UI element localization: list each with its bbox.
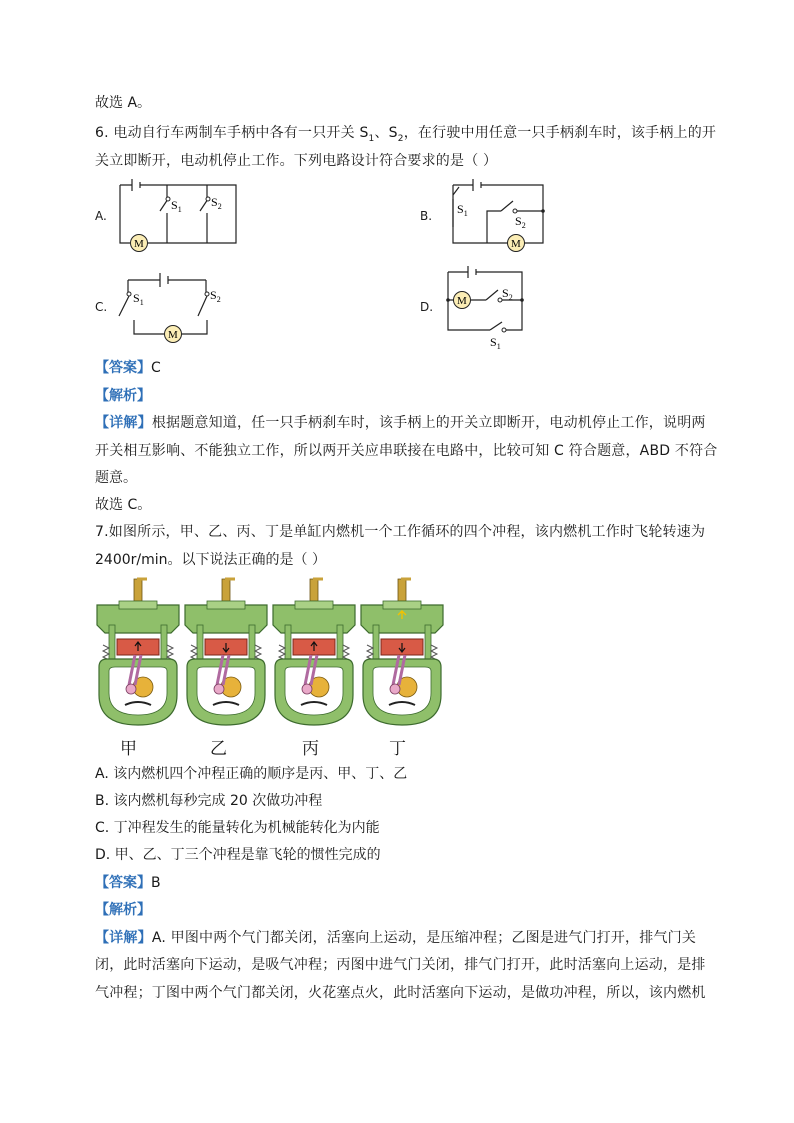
switch-label-s2: $S_2$ bbox=[211, 195, 222, 211]
switch-label-s1: $S_1$ bbox=[133, 291, 144, 307]
motor-label: M bbox=[511, 238, 521, 250]
q6-option-a-label: A. bbox=[95, 209, 107, 223]
circuit-diagram-c bbox=[110, 268, 230, 348]
stroke-label-bing: 丙 bbox=[302, 739, 319, 759]
q6-detail-line-3: 题意。 bbox=[95, 470, 137, 486]
switch-label-s2: $S_2$ bbox=[515, 214, 526, 230]
stroke-label-jia: 甲 bbox=[120, 739, 137, 759]
detail-tag: 【详解】 bbox=[95, 415, 152, 431]
switch-label-s1: $S_1$ bbox=[171, 198, 182, 214]
q7-detail-line-2: 闭，此时活塞向下运动，是吸气冲程；丙图中进气门关闭，排气门打开，此时活塞向上运动，是排 bbox=[95, 957, 706, 973]
detail-tag: 【详解】 bbox=[95, 930, 152, 946]
q6-option-d-label: D. bbox=[420, 300, 434, 314]
switch-label-s1: $S_1$ bbox=[490, 335, 501, 351]
q6-answer bbox=[95, 358, 161, 378]
answer-value: B bbox=[151, 875, 161, 891]
switch-label-s2: $S_2$ bbox=[502, 286, 513, 302]
q6-stem-part: 6. 电动自行车两制车手柄中各有一只开关 S bbox=[95, 125, 369, 141]
q6-analysis-tag: 【解析】 bbox=[95, 388, 151, 404]
q6-s2-subscript: 2 bbox=[397, 133, 404, 144]
q6-conclusion: 故选 C。 bbox=[95, 497, 152, 513]
q6-stem-line-1 bbox=[95, 123, 716, 149]
q6-stem-part-b: ，在行驶中用任意一只手柄刹车时，该手柄上的开 bbox=[403, 125, 717, 141]
circuit-diagram-b bbox=[445, 175, 555, 257]
q7-detail-line-3: 气冲程；丁图中两个气门都关闭，火花塞点火，此时活塞向下运动，是做功冲程，所以，该内燃机 bbox=[95, 985, 706, 1001]
motor-label: M bbox=[134, 238, 144, 250]
q6-s1-subscript: 1 bbox=[368, 133, 375, 144]
engine-strokes-figure bbox=[95, 575, 450, 730]
q5-conclusion: 故选 A。 bbox=[95, 95, 152, 111]
q6-option-c-label: C. bbox=[95, 300, 108, 314]
q7-stem-line-1: 7.如图所示，甲、乙、丙、丁是单缸内燃机一个工作循环的四个冲程，该内燃机工作时飞轮转速为 bbox=[95, 524, 706, 540]
stroke-label-yi: 乙 bbox=[210, 739, 227, 759]
answer-tag: 【答案】 bbox=[95, 875, 151, 891]
q7-option-b: B. 该内燃机每秒完成 20 次做功冲程 bbox=[95, 793, 323, 809]
q7-detail-line-1: 【详解】A. 甲图中两个气门都关闭，活塞向上运动，是压缩冲程；乙图是进气门打开，排气门关 bbox=[95, 930, 697, 946]
motor-label: M bbox=[168, 329, 178, 341]
q7-analysis-tag: 【解析】 bbox=[95, 902, 151, 918]
q7-answer bbox=[95, 873, 161, 893]
q7-stem-line-2: 2400r/min。以下说法正确的是（ ） bbox=[95, 552, 326, 568]
q7-option-d: D. 甲、乙、丁三个冲程是靠飞轮的惯性完成的 bbox=[95, 847, 381, 863]
q6-detail-line-1: 【详解】根据题意知道，任一只手柄刹车时，该手柄上的开关立即断开，电动机停止工作，说明两 bbox=[95, 415, 706, 431]
q7-option-c: C. 丁冲程发生的能量转化为机械能转化为内能 bbox=[95, 820, 380, 836]
q6-option-b-label: B. bbox=[420, 209, 433, 223]
circuit-diagram-d bbox=[440, 262, 540, 352]
answer-value: C bbox=[151, 360, 161, 376]
switch-label-s2: $S_2$ bbox=[210, 288, 221, 304]
q6-stem-line-2: 关立即断开，电动机停止工作。下列电路设计符合要求的是（ ） bbox=[95, 153, 498, 169]
motor-label: M bbox=[457, 295, 467, 307]
answer-tag: 【答案】 bbox=[95, 360, 151, 376]
stroke-label-ding: 丁 bbox=[389, 739, 406, 759]
q6-stem-sep: 、S bbox=[374, 125, 398, 141]
circuit-diagram-a bbox=[110, 175, 240, 253]
q6-detail-line-2: 开关相互影响、不能独立工作，所以两开关应串联接在电路中，比较可知 C 符合题意，ABD 不符合 bbox=[95, 443, 718, 459]
q7-option-a: A. 该内燃机四个冲程正确的顺序是丙、甲、丁、乙 bbox=[95, 766, 408, 782]
switch-label-s1: $S_1$ bbox=[457, 202, 468, 218]
